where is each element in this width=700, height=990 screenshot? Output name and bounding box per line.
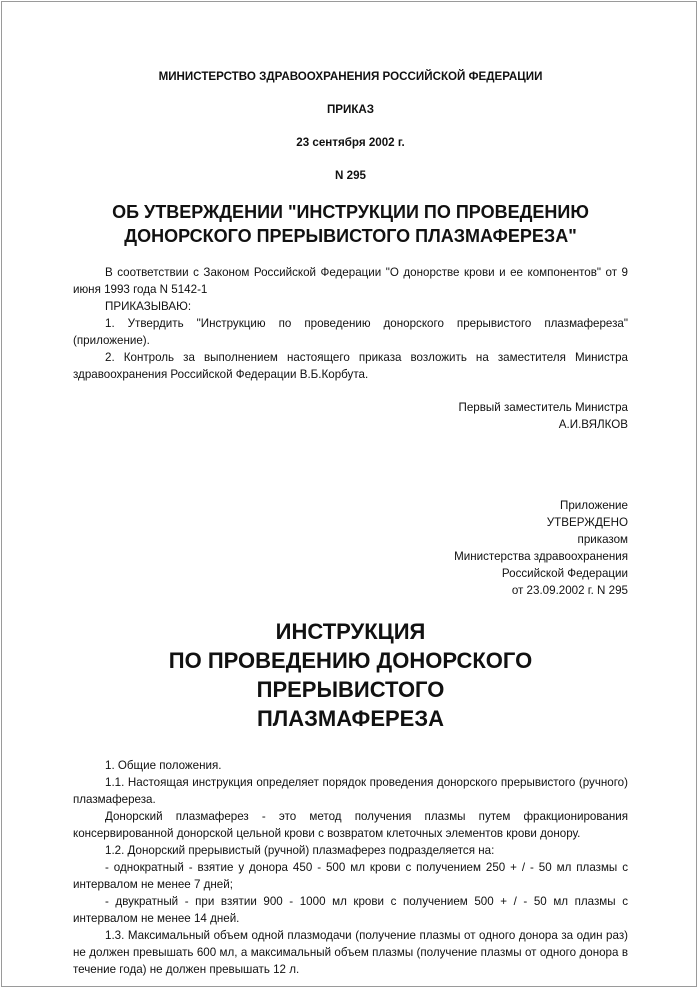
signature-name: А.И.ВЯЛКОВ [558,418,628,431]
document-number: N 295 [335,169,366,182]
appendix-line-2: УТВЕРЖДЕНО [546,516,628,529]
appendix-line-6: от 23.09.2002 г. N 295 [511,584,628,597]
paragraph-1-1: 1.1. Настоящая инструкция определяет порядок проведения донорского прерывистого (ручного) плазмафереза. [73,776,628,806]
order-title-line-2: ДОНОРСКОГО ПРЕРЫВИСТОГО ПЛАЗМАФЕРЕЗА" [124,226,577,246]
order-title [73,200,628,248]
paragraph-1-3: 1.3. Максимальный объем одной плазмодачи (получение плазмы от одного донора за один раз) не должен превышать 600 мл, а максимальный объем плазмы (получение плазмы от одного донора в течение года) не должен превышать 12 л. [73,929,628,976]
appendix-line-4: Министерства здравоохранения [454,550,628,563]
paragraph-definition: Донорский плазмаферез - это метод получения плазмы путем фракционирования консервированной донорской цельной крови с возвратом клеточных элементов крови донору. [73,810,628,840]
appendix-line-5: Российской Федерации [501,567,628,580]
order-preamble: В соответствии с Законом Российской Федерации "О донорстве крови и ее компонентов" от 9 июня 1993 года N 5142-1 [73,266,628,296]
order-item-1: 1. Утвердить "Инструкцию по проведению донорского прерывистого плазмафереза" (приложение). [73,317,628,347]
document-type: ПРИКАЗ [326,103,375,116]
order-item-2: 2. Контроль за выполнением настоящего приказа возложить на заместителя Министра здравоохранения Российской Федерации В.Б.Корбута. [73,351,628,381]
appendix-line-1: Приложение [559,499,628,512]
paragraph-1-2: 1.2. Донорский прерывистый (ручной) плазмаферез подразделяется на: [105,844,495,857]
instruction-title-line-3: ПЛАЗМАФЕРЕЗА [256,706,445,731]
instruction-title [73,617,628,733]
ministry-name: МИНИСТЕРСТВО ЗДРАВООХРАНЕНИЯ РОССИЙСКОЙ ФЕДЕРАЦИИ [158,70,543,83]
document-date: 23 сентября 2002 г. [296,136,405,149]
signature-position: Первый заместитель Министра [458,401,628,414]
order-word: ПРИКАЗЫВАЮ: [105,300,192,313]
signature-block [73,399,628,433]
appendix-line-3: приказом [577,533,628,546]
paragraph-1-2-b: - двукратный - при взятии 900 - 1000 мл крови с получением 500 + / - 50 мл плазмы с интервалом не менее 14 дней. [73,895,628,925]
appendix-stamp [73,497,628,599]
order-title-line-1: ОБ УТВЕРЖДЕНИИ "ИНСТРУКЦИИ ПО ПРОВЕДЕНИЮ [112,202,589,222]
instruction-title-line-1: ИНСТРУКЦИЯ [275,619,426,644]
document-body [73,68,628,978]
paragraph-1-2-a: - однократный - взятие у донора 450 - 500 мл крови с получением 250 + / - 50 мл плазмы с интервалом не менее 7 дней; [73,861,628,891]
instruction-title-line-2: ПО ПРОВЕДЕНИЮ ДОНОРСКОГО ПРЕРЫВИСТОГО [168,648,533,702]
section-1-heading: 1. Общие положения. [105,759,222,772]
